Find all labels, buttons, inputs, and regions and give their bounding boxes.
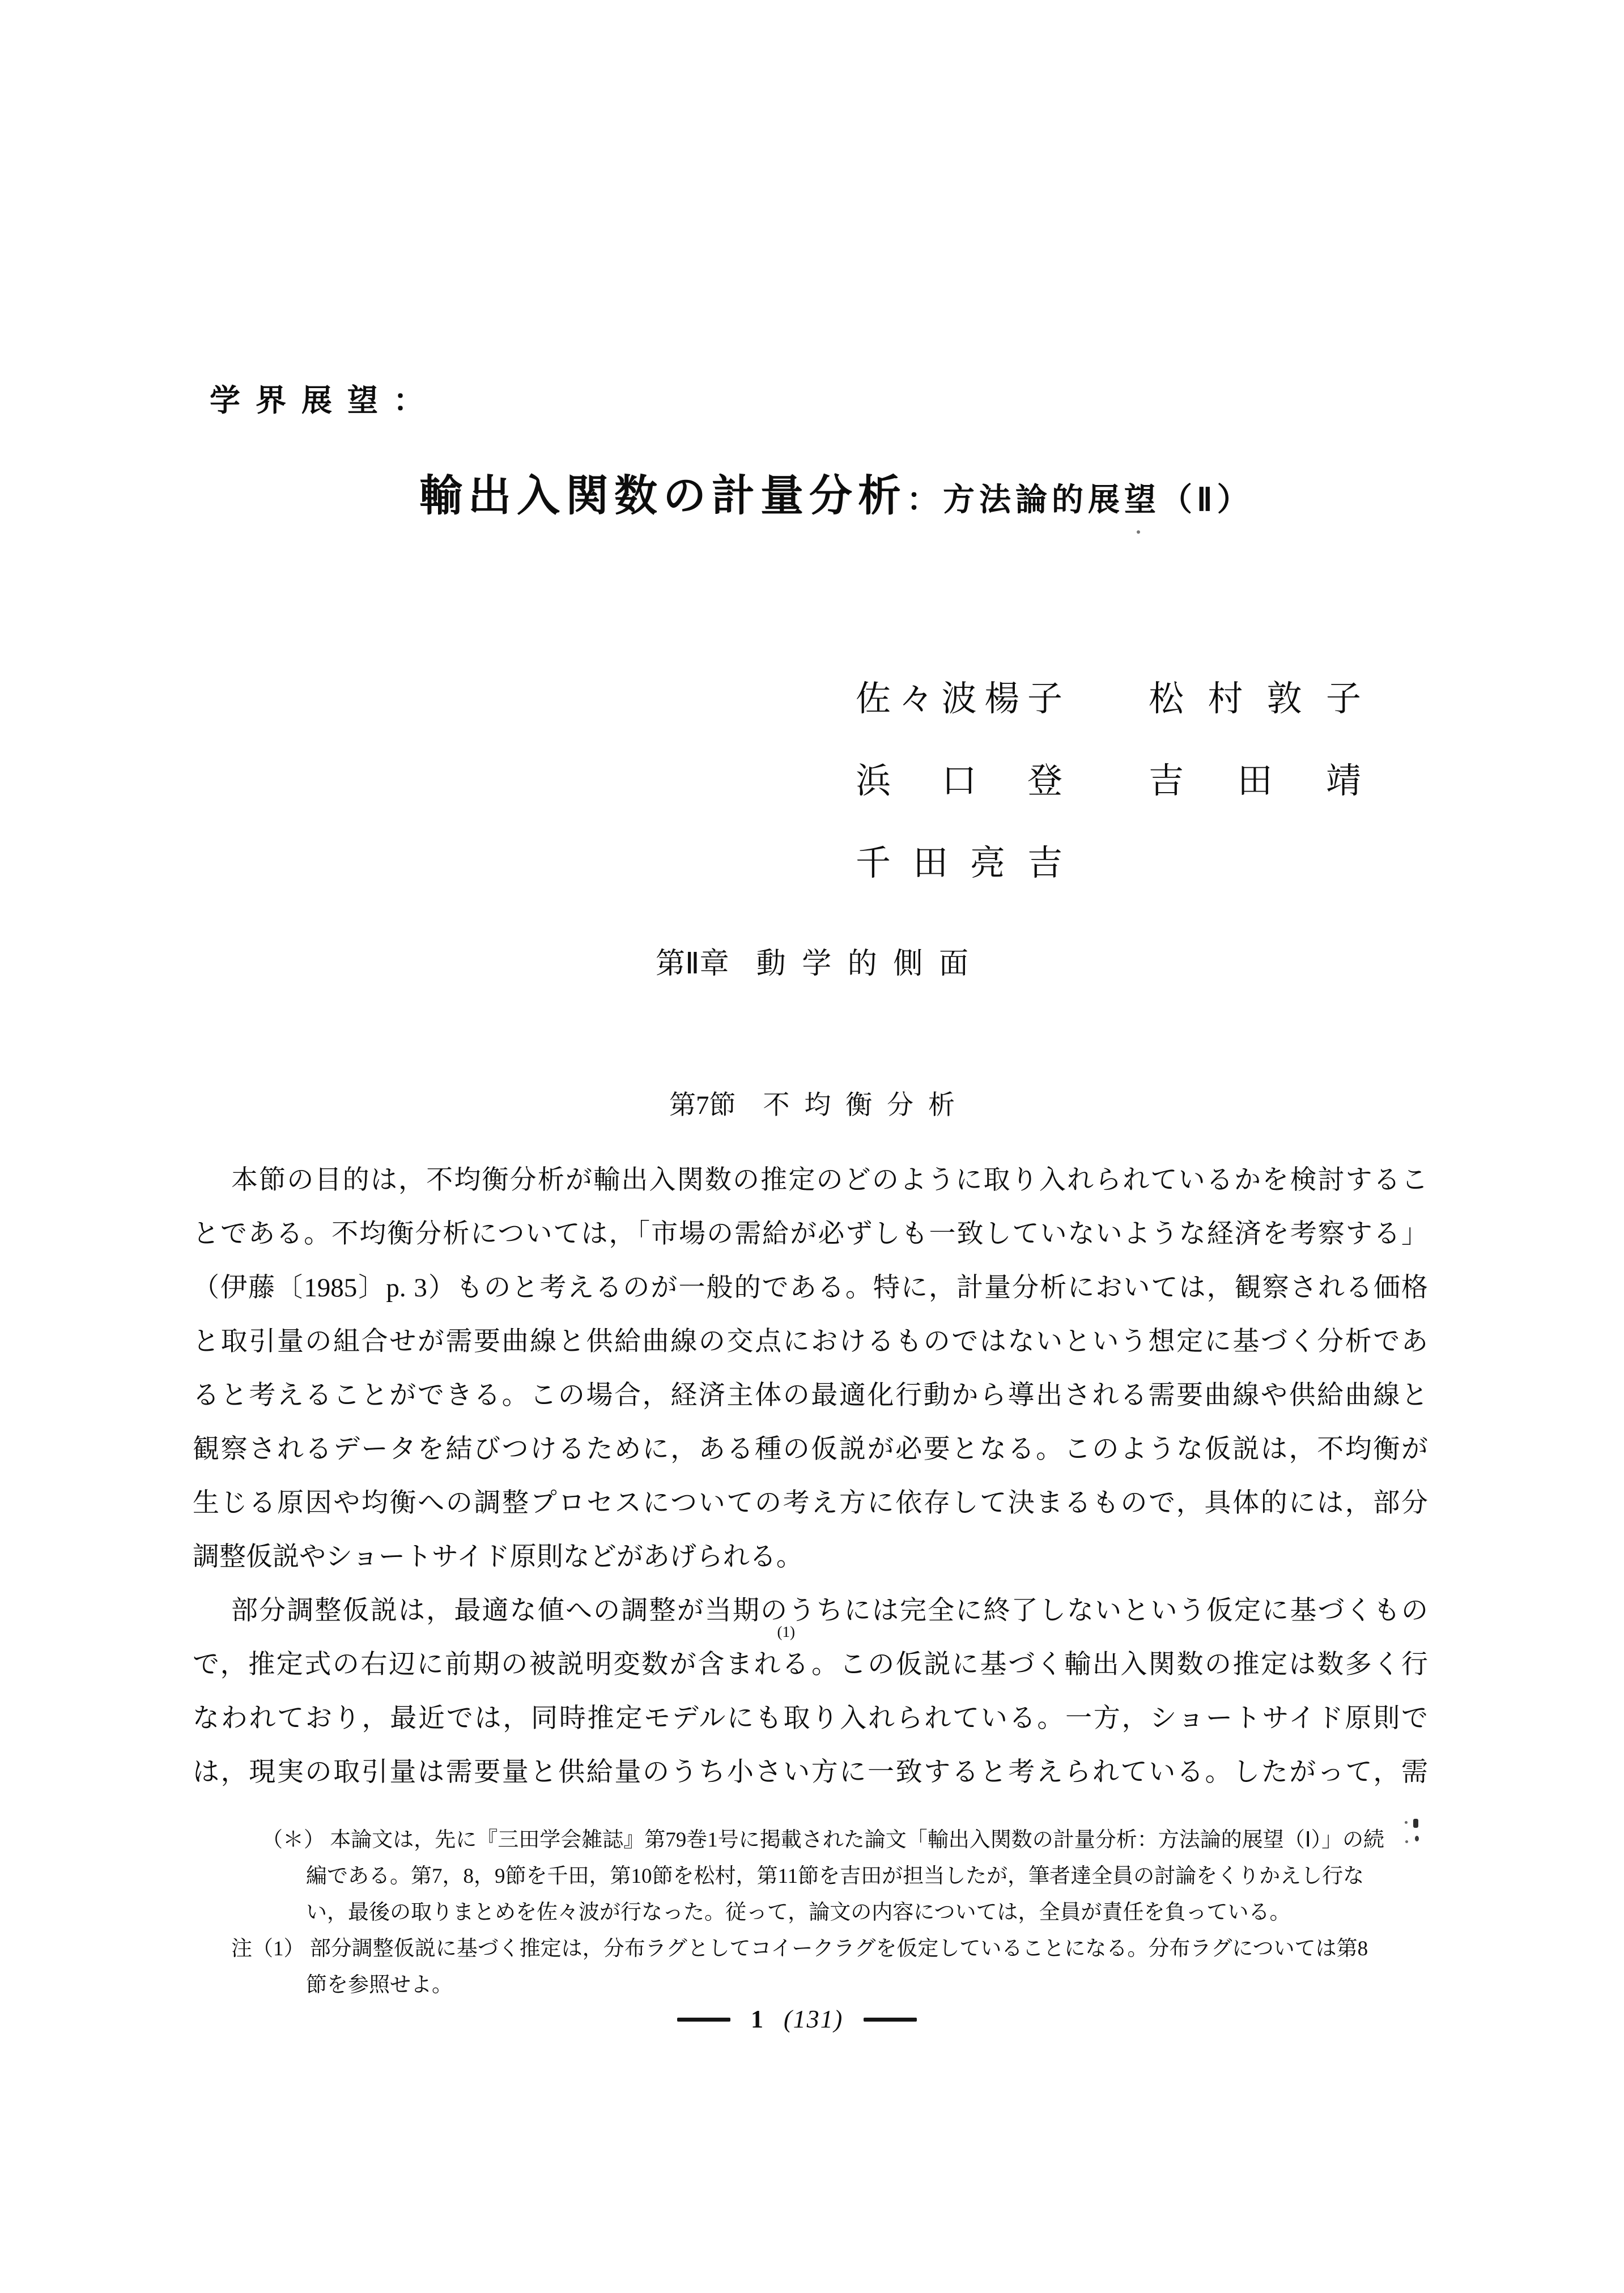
body-line: 調整仮説やショートサイド原則などがあげられる。 <box>193 1542 803 1572</box>
print-speck <box>1137 530 1140 534</box>
section-heading <box>0 1092 1624 1119</box>
body-text <box>193 1163 1428 1809</box>
footnote-ref-marker: (1) <box>777 1623 796 1640</box>
body-line: は，現実の取引量は需要量と供給量のうち小さい方に一致すると考えられている。したがって，需 <box>193 1758 1428 1787</box>
body-line: と取引量の組合せが需要曲線と供給曲線の交点におけるものではないという想定に基づく分析であ <box>193 1327 1428 1356</box>
page-number-value: 1 <box>751 2005 763 2033</box>
chapter-heading <box>0 950 1624 979</box>
print-speck <box>1405 1840 1408 1843</box>
footnote-line: 編である。第7，8，9節を千田，第10節を松村，第11節を吉田が担当したが，筆者達全員の討論をくりかえし行な <box>306 1865 1364 1888</box>
author-block <box>856 682 1361 881</box>
page-folio-value: (131) <box>784 2005 844 2033</box>
body-line: 観察されるデータを結びつけるために，ある種の仮説が必要となる。このような仮説は，不均衡が <box>193 1435 1428 1464</box>
author-name: 吉田靖 <box>1149 762 1361 801</box>
footnote-line: （＊） 本論文は，先に『三田学会雑誌』第79巻1号に掲載された論文「輸出入関数の計量分析：方法論的展望（Ⅰ）」の続 <box>262 1828 1385 1852</box>
article-title-main: 輸出入関数の計量分析 <box>419 473 907 520</box>
body-line: 部分調整仮説は，最適な値への調整が当期のうちには完全に終了しないという仮定に基づくもの <box>231 1596 1428 1626</box>
footnote-line: い，最後の取りまとめを佐々波が行なった。従って，論文の内容については，全員が責任を負っている。 <box>306 1901 1291 1924</box>
author-row <box>856 764 1361 799</box>
body-line <box>193 1623 1428 1701</box>
page-number <box>677 2007 917 2032</box>
body-line: （伊藤〔1985〕p. 3）ものと考えるのが一般的である。特に，計量分析においては，観察される価格 <box>193 1273 1428 1303</box>
author-name: 浜口登 <box>856 762 1062 801</box>
genre-label: 学界展望： <box>210 384 439 418</box>
body-line: 本節の目的は，不均衡分析が輸出入関数の推定のどのように取り入れられているかを検討するこ <box>231 1165 1428 1195</box>
body-line: なわれており，最近では，同時推定モデルにも取り入れられている。一方，ショートサイド原則で <box>193 1704 1428 1733</box>
body-line: とである。不均衡分析については，「市場の需給が必ずしも一致していないような経済を考察する」 <box>193 1219 1428 1249</box>
footnote-line: 節を参照せよ。 <box>306 1973 453 1997</box>
author-name: 千田亮吉 <box>856 844 1062 883</box>
print-speck <box>1415 1836 1419 1841</box>
article-title <box>419 475 1253 518</box>
chapter-number: 第Ⅱ章 <box>655 948 729 980</box>
chapter-title: 動学的側面 <box>756 948 985 980</box>
author-row <box>856 682 1361 717</box>
body-line-text: で，推定式の右辺に前期の被説明変数が含まれる <box>193 1650 810 1679</box>
author-name: 松村敦子 <box>1149 680 1361 718</box>
section-number: 第7節 <box>669 1091 736 1120</box>
section-title: 不均衡分析 <box>763 1091 970 1120</box>
author-name: 佐々波楊子 <box>856 680 1062 718</box>
print-speck <box>1413 1819 1418 1828</box>
folio-rule-left <box>677 2018 730 2022</box>
footnote-line: 注（1） 部分調整仮説に基づく推定は，分布ラグとしてコイークラグを仮定していることになる。分布ラグについては第8 <box>231 1937 1368 1960</box>
folio-rule-right <box>864 2018 917 2022</box>
body-line-text: 。この仮説に基づく輸出入関数の推定は数多く行 <box>810 1650 1428 1679</box>
body-line: ると考えることができる。この場合，経済主体の最適化行動から導出される需要曲線や供給曲線と <box>193 1381 1428 1410</box>
body-line: 生じる原因や均衡への調整プロセスについての考え方に依存して決まるもので，具体的には，部分 <box>193 1488 1428 1518</box>
print-speck <box>1405 1821 1408 1824</box>
article-title-subtitle: ：方法論的展望（Ⅱ） <box>907 483 1253 518</box>
author-row <box>856 846 1361 881</box>
